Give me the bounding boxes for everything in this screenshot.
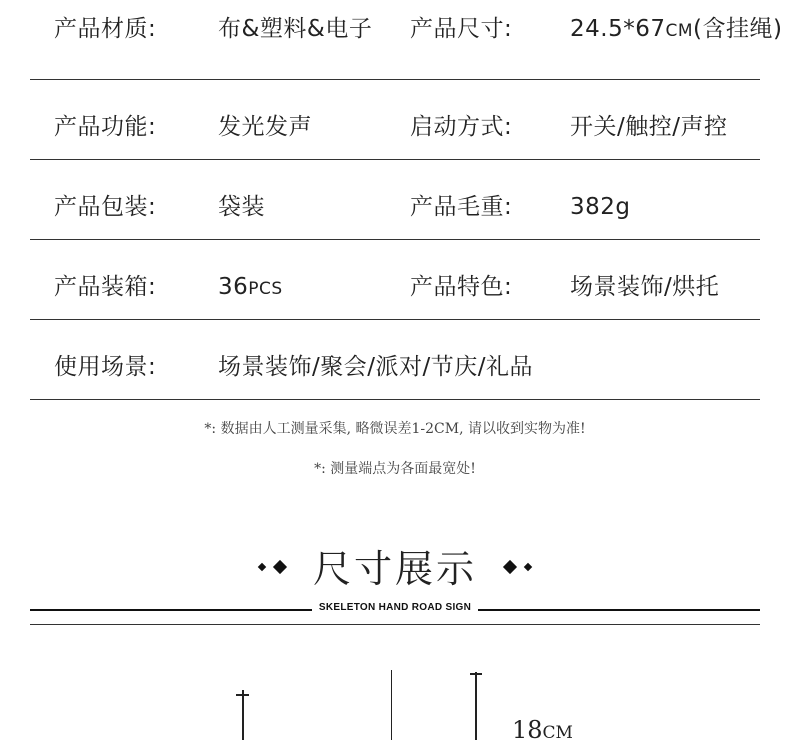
spec-value: 场景装饰/聚会/派对/节庆/礼品 — [218, 354, 533, 380]
spec-value: 发光发声 — [218, 114, 312, 140]
diamond-icon — [503, 559, 517, 573]
size-value-unit: CM — [665, 21, 694, 41]
measurement-note: *: 数据由人工测量采集, 略微误差1-2CM, 请以收到实物为准! — [204, 421, 586, 437]
dimension-line — [391, 670, 392, 740]
spec-value: 布&塑料&电子 — [218, 16, 373, 42]
spec-value: 382g — [570, 194, 631, 220]
spec-label: 产品装箱: — [54, 274, 157, 300]
divider-line — [30, 624, 760, 625]
diamond-icon — [273, 559, 287, 573]
spec-label: 启动方式: — [410, 114, 513, 140]
diamond-icon — [524, 562, 532, 570]
spec-label: 使用场景: — [54, 354, 157, 380]
section-heading — [0, 538, 790, 591]
spec-label: 产品尺寸: — [410, 16, 513, 42]
spec-value: 开关/触控/声控 — [570, 114, 728, 140]
dimension-cap — [236, 694, 249, 696]
section-subtitle-bar — [30, 600, 760, 620]
dimension-line — [475, 672, 477, 740]
spec-row-function-activation — [30, 80, 760, 160]
spec-row-usage — [30, 320, 760, 400]
measurement-note: *: 测量端点为各面最宽处! — [314, 461, 476, 477]
dimension-cap — [470, 673, 482, 675]
spec-label: 产品毛重: — [410, 194, 513, 220]
measurement-value: 18 — [512, 716, 543, 744]
spec-table — [30, 0, 783, 400]
spec-label: 产品功能: — [54, 114, 157, 140]
divider-line — [478, 609, 760, 611]
spec-row-carton-feature — [30, 240, 760, 320]
size-value-note: (含挂绳) — [693, 16, 783, 42]
spec-value: 场景装饰/烘托 — [570, 274, 720, 300]
carton-count: 36 — [218, 274, 249, 300]
carton-unit: PCS — [248, 279, 283, 299]
spec-label: 产品特色: — [410, 274, 513, 300]
diamond-ornament-right — [500, 556, 536, 575]
spec-label: 产品包装: — [54, 194, 157, 220]
spec-value — [218, 240, 283, 320]
spec-value: 袋装 — [218, 194, 265, 220]
spec-row-material-size — [30, 0, 783, 80]
spec-row-package-weight — [30, 160, 760, 240]
spec-label: 产品材质: — [54, 16, 157, 42]
section-title: 尺寸展示 — [312, 547, 477, 591]
measurement-unit: CM — [542, 723, 573, 743]
dimension-line — [242, 690, 244, 740]
section-subtitle: SKELETON HAND ROAD SIGN — [318, 602, 472, 613]
diamond-ornament-left — [254, 556, 290, 575]
diamond-icon — [258, 562, 266, 570]
spec-value — [570, 0, 782, 80]
size-value-number: 24.5*67 — [570, 16, 666, 42]
